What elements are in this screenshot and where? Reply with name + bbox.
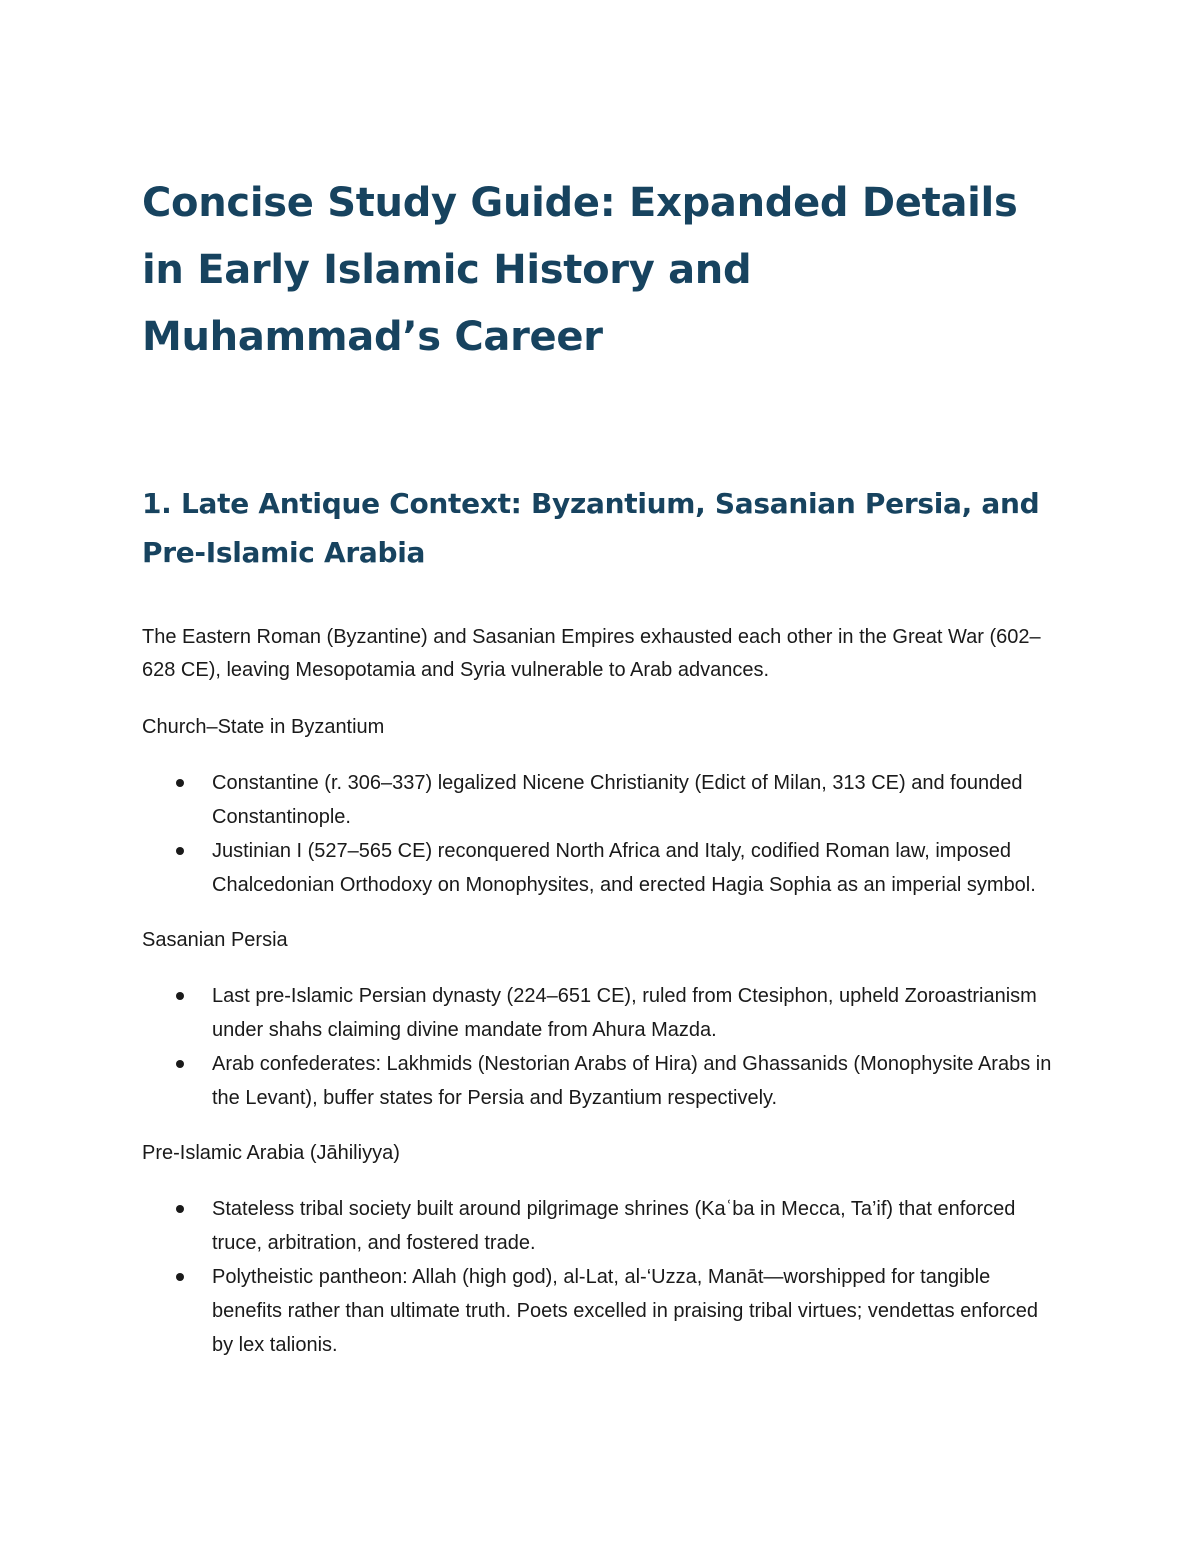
bullet-icon [176,992,184,1000]
bullet-icon [176,1205,184,1213]
list-item [142,1192,1062,1260]
list-item [142,1047,1062,1115]
bullet-list-arabia [142,1192,1062,1362]
bullet-icon [176,1060,184,1068]
list-item-text: Justinian I (527–565 CE) reconquered North Africa and Italy, codified Roman law, imposed Chalcedonian Orthodoxy on Monophysites, and erected Hagia Sophia as an imperial symbol. [212,840,1036,896]
list-item [142,1260,1062,1362]
subsection-heading-sasanian: Sasanian Persia [142,929,288,951]
document-title: Concise Study Guide: Expanded Details in Early Islamic History and Muhammad’s Career [142,180,1018,360]
document-body [142,170,1062,1362]
list-item-text: Constantine (r. 306–337) legalized Nicene Christianity (Edict of Milan, 313 CE) and founded Constantinople. [212,772,1023,828]
list-item [142,834,1062,902]
bullet-list-byzantium [142,766,1062,902]
bullet-icon [176,779,184,787]
section-intro-paragraph: The Eastern Roman (Byzantine) and Sasanian Empires exhausted each other in the Great War (602–628 CE), leaving Mesopotamia and Syria vulnerable to Arab advances. [142,626,1041,681]
subsection-heading-arabia: Pre-Islamic Arabia (Jāhiliyya) [142,1142,400,1164]
subsection-heading-byzantium: Church–State in Byzantium [142,716,385,738]
list-item-text: Arab confederates: Lakhmids (Nestorian Arabs of Hira) and Ghassanids (Monophysite Arabs in the Levant), buffer states for Persia and Byzantium respectively. [212,1053,1052,1109]
list-item-text: Last pre-Islamic Persian dynasty (224–651 CE), ruled from Ctesiphon, upheld Zoroastrianism under shahs claiming divine mandate from Ahura Mazda. [212,985,1037,1041]
list-item-text: Polytheistic pantheon: Allah (high god), al-Lat, al-‘Uzza, Manāt—worshipped for tangible benefits rather than ultimate truth. Poets excelled in praising tribal virtues; vendettas enforced by lex talionis. [212,1266,1039,1356]
bullet-icon [176,847,184,855]
section-heading: 1. Late Antique Context: Byzantium, Sasanian Persia, and Pre-Islamic Arabia [142,487,1040,569]
list-item [142,979,1062,1047]
bullet-list-sasanian [142,979,1062,1115]
list-item-text: Stateless tribal society built around pilgrimage shrines (Kaʿba in Mecca, Ta’if) that enforced truce, arbitration, and fostered trade. [212,1198,1016,1254]
list-item [142,766,1062,834]
bullet-icon [176,1273,184,1281]
